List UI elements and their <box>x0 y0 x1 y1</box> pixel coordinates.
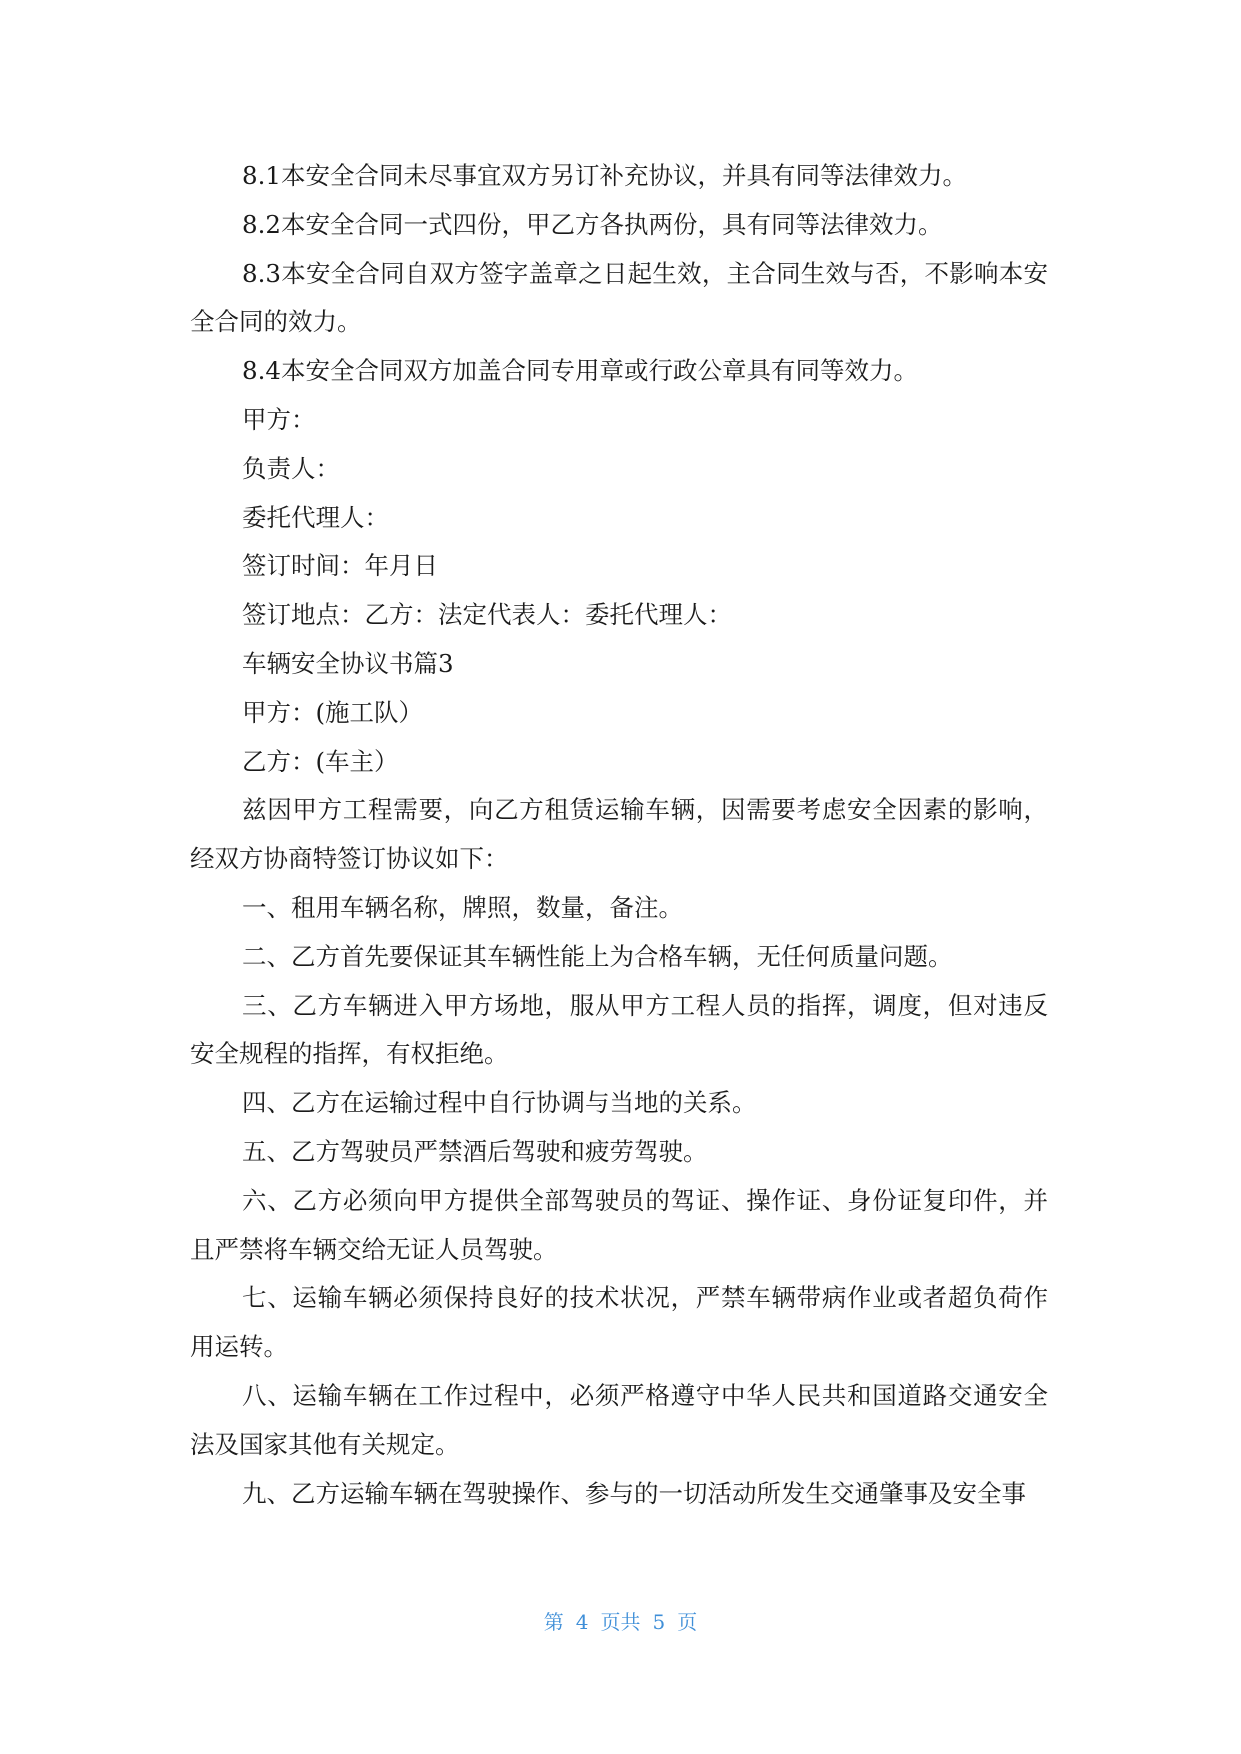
clause-4: 四、乙方在运输过程中自行协调与当地的关系。 <box>242 1088 757 1118</box>
paragraph-8-1: 8.1本安全合同未尽事宜双方另订补充协议，并具有同等法律效力。 <box>242 161 967 190</box>
clause-2: 二、乙方首先要保证其车辆性能上为合格车辆，无任何质量问题。 <box>242 941 953 971</box>
clause-5: 五、乙方驾驶员严禁酒后驾驶和疲劳驾驶。 <box>242 1136 708 1166</box>
clause-6: 六、乙方必须向甲方提供全部驾驶员的驾证、操作证、身份证复印件，并且严禁将车辆交给无证人员驾驶。 <box>190 1185 1048 1264</box>
signing-date-label: 签订时间：年月日 <box>242 551 438 581</box>
page-suffix: 页 <box>677 1610 698 1634</box>
clause-1: 一、租用车辆名称，牌照，数量，备注。 <box>242 892 683 922</box>
clause-8: 八、运输车辆在工作过程中，必须严格遵守中华人民共和国道路交通安全法及国家其他有关规定。 <box>190 1380 1048 1459</box>
paragraph-8-4: 8.4本安全合同双方加盖合同专用章或行政公章具有同等效力。 <box>242 356 918 386</box>
page-prefix: 第 <box>543 1610 564 1634</box>
total-pages-number: 5 <box>652 1610 666 1634</box>
party-a-construction-team: 甲方：(施工队） <box>242 697 424 727</box>
entrusted-agent-label: 委托代理人： <box>242 502 389 532</box>
party-b-vehicle-owner: 乙方：(车主） <box>242 746 399 776</box>
clause-7: 七、运输车辆必须保持良好的技术状况，严禁车辆带病作业或者超负荷作用运转。 <box>190 1283 1048 1362</box>
party-a-label: 甲方： <box>242 404 316 434</box>
page-footer <box>0 1607 1241 1637</box>
paragraph-8-2: 8.2本安全合同一式四份，甲乙方各执两份，具有同等法律效力。 <box>242 209 943 239</box>
signing-place-label: 签订地点：乙方：法定代表人：委托代理人： <box>242 600 732 630</box>
current-page-number: 4 <box>575 1610 589 1634</box>
responsible-person-label: 负责人： <box>242 453 340 483</box>
section-heading: 车辆安全协议书篇3 <box>242 648 454 678</box>
document-body <box>190 152 1048 1518</box>
paragraph-8-3: 8.3本安全合同自双方签字盖章之日起生效，主合同生效与否，不影响本安全合同的效力。 <box>190 258 1048 337</box>
clause-9: 九、乙方运输车辆在驾驶操作、参与的一切活动所发生交通肇事及安全事 <box>242 1478 1026 1508</box>
preamble-paragraph: 兹因甲方工程需要，向乙方租赁运输车辆，因需要考虑安全因素的影响，经双方协商特签订协议如下： <box>190 795 1048 874</box>
clause-3: 三、乙方车辆进入甲方场地，服从甲方工程人员的指挥，调度，但对违反安全规程的指挥，有权拒绝。 <box>190 990 1048 1069</box>
page-middle: 页共 <box>600 1610 641 1634</box>
